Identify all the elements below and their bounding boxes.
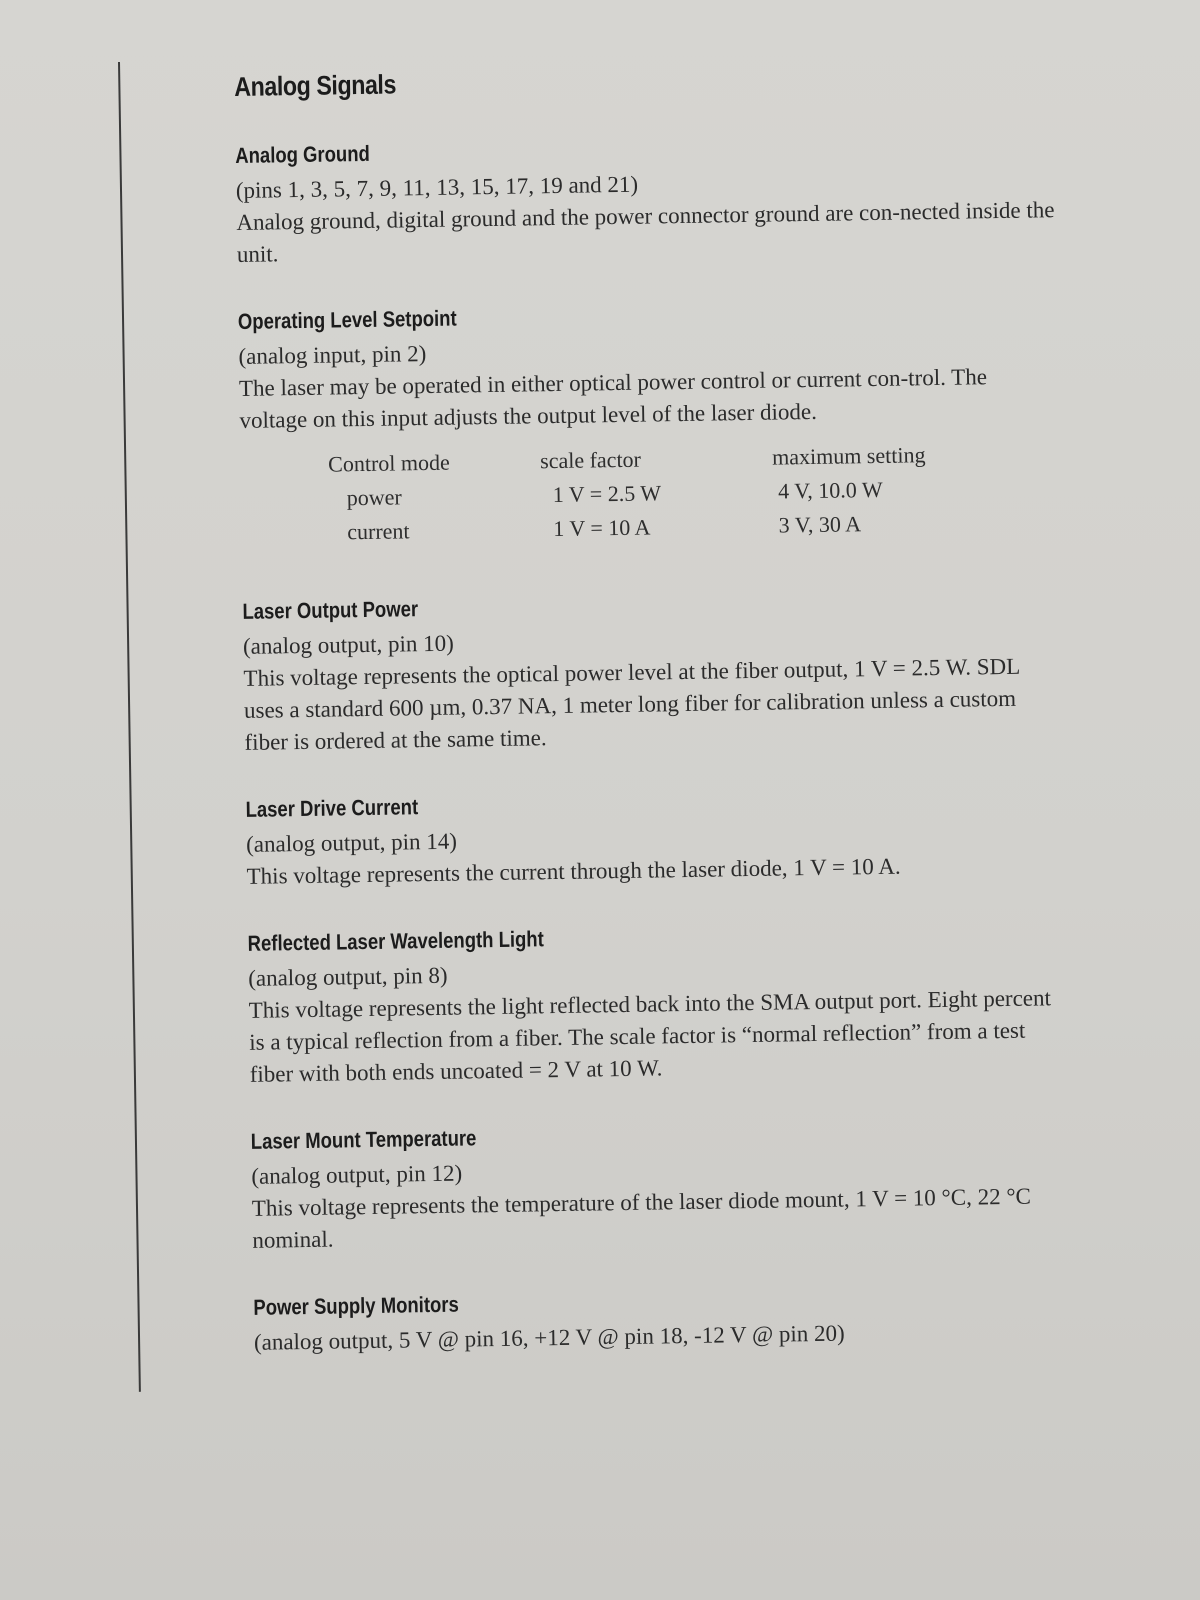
table-header: scale factor <box>539 446 642 474</box>
section-heading: Laser Mount Temperature <box>250 1125 477 1154</box>
section-heading: Reflected Laser Wavelength Light <box>247 926 544 956</box>
section-body: Analog ground, digital ground and the power connector ground are con-nected inside the unit. <box>236 197 1055 267</box>
section-power-supply-monitors <box>253 1281 1114 1359</box>
control-mode-table <box>328 438 970 550</box>
section-body: This voltage represents the light reflected back into the SMA output port. Eight percent is a typical reflection from a fiber. The scale factor is “normal reflection” from a test fiber with both ends uncoated = 2 V at 10 W. <box>248 985 1052 1087</box>
section-pin-info: (analog output, pin 14) <box>245 828 458 857</box>
table-cell: 4 V, 10.0 W <box>777 476 883 504</box>
section-laser-output-power <box>242 585 1104 758</box>
table-cell: 1 V = 2.5 W <box>552 480 662 508</box>
section-operating-level-setpoint <box>238 295 1100 436</box>
section-body: This voltage represents the optical power level at the fiber output, 1 V = 2.5 W. SDL uses a standard 600 µm, 0.37 NA, 1 meter long fiber for calibration unless a custom fiber is ordered at the same time. <box>243 653 1020 755</box>
section-pin-info: (pins 1, 3, 5, 7, 9, 11, 13, 15, 17, 19 and 21) <box>235 171 639 203</box>
section-body: This voltage represents the temperature of the laser diode mount, 1 V = 10 °C, 22 °C nominal. <box>251 1183 1032 1253</box>
section-heading: Operating Level Setpoint <box>237 305 457 334</box>
document-page <box>234 58 1115 1396</box>
section-heading: Analog Ground <box>235 140 370 168</box>
section-laser-mount-temperature <box>251 1115 1113 1256</box>
section-body: This voltage represents the current through the laser diode, 1 V = 10 A. <box>246 853 901 889</box>
section-heading: Power Supply Monitors <box>253 1291 459 1320</box>
table-header: maximum setting <box>771 442 926 470</box>
section-reflected-laser-wavelength-light <box>247 917 1109 1090</box>
section-pin-info: (analog output, pin 10) <box>242 630 454 659</box>
section-pin-info: (analog output, 5 V @ pin 16, +12 V @ pin 18, -12 V @ pin 20) <box>253 1320 845 1355</box>
section-pin-info: (analog input, pin 2) <box>238 341 427 369</box>
section-pin-info: (analog output, pin 12) <box>251 1160 463 1189</box>
table-cell: current <box>347 518 410 545</box>
section-body: The laser may be operated in either optical power control or current con-trol. The voltage on this input adjusts the output level of the laser diode. <box>238 364 988 433</box>
table-cell: power <box>346 484 402 511</box>
page-title: Analog Signals <box>234 69 397 102</box>
table-cell: 3 V, 30 A <box>778 511 862 538</box>
section-analog-ground <box>235 129 1097 270</box>
table-cell: 1 V = 10 A <box>553 514 651 542</box>
section-heading: Laser Output Power <box>242 596 419 624</box>
section-heading: Laser Drive Current <box>245 794 419 822</box>
table-header: Control mode <box>327 449 450 477</box>
margin-rule <box>118 62 141 1392</box>
section-laser-drive-current <box>245 783 1106 892</box>
section-pin-info: (analog output, pin 8) <box>248 962 448 991</box>
